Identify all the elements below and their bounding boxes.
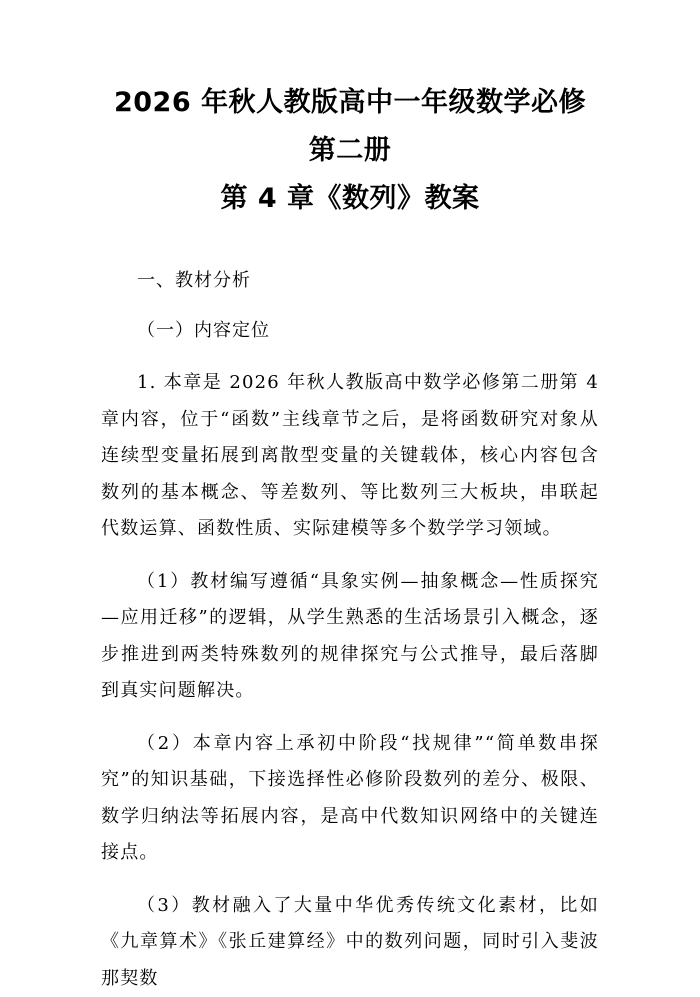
paragraph-1: 1. 本章是 2026 年秋人教版高中数学必修第二册第 4 章内容，位于“函数”主线章节之后，是将函数研究对象从连续型变量拓展到离散型变量的关键载体，核心内容包含数列的基本概念、等差数列、等比数列三大板块，串联起代数运算、函数性质、实际建模等多个数学学习领域。 <box>101 365 599 548</box>
document-title-line1: 2026 年秋人教版高中一年级数学必修第二册 <box>101 0 599 175</box>
subsection-heading-content-positioning: （一）内容定位 <box>101 315 599 347</box>
paragraph-2: （1）教材编写遵循“具象实例—抽象概念—性质探究—应用迁移”的逻辑，从学生熟悉的生活场景引入概念，逐步推进到两类特殊数列的规律探究与公式推导，最后落脚到真实问题解决。 <box>101 564 599 710</box>
paragraph-4: （3）教材融入了大量中华优秀传统文化素材，比如《九章算术》《张丘建算经》中的数列问题，同时引入斐波那契数 <box>101 888 599 997</box>
document-title-line2: 第 4 章《数列》教案 <box>101 175 599 223</box>
paragraph-3: （2）本章内容上承初中阶段“找规律”“简单数串探究”的知识基础，下接选择性必修阶段数列的差分、极限、数学归纳法等拓展内容，是高中代数知识网络中的关键连接点。 <box>101 726 599 872</box>
section-heading-textbook-analysis: 一、教材分析 <box>101 265 599 297</box>
